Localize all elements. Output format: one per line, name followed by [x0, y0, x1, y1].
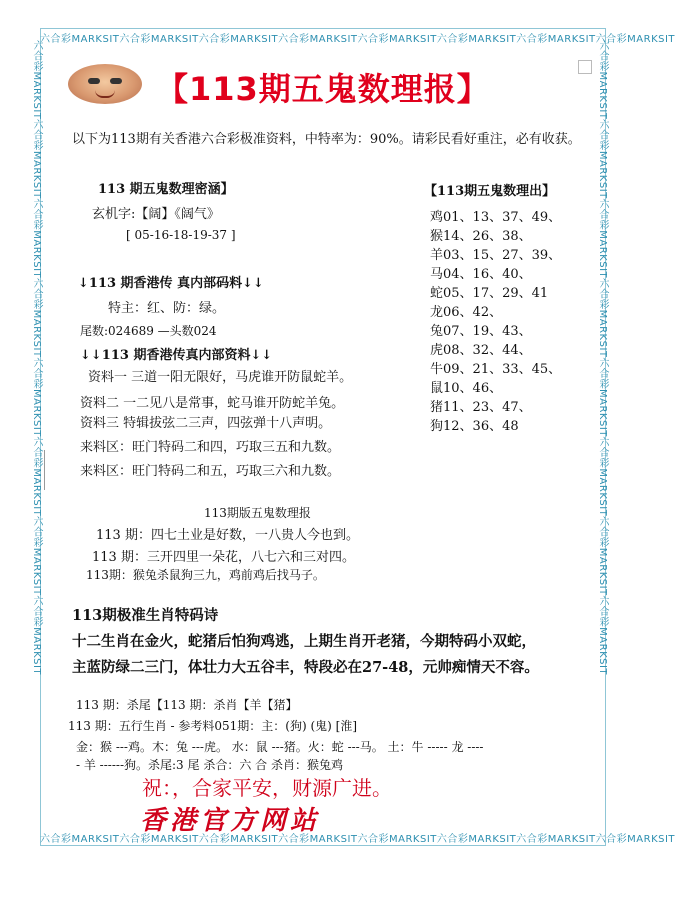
avatar	[68, 64, 142, 104]
bottom-line-2: 113 期：五行生肖 - 参考料051期：主：(狗) (鬼) [淮]	[68, 719, 358, 733]
ziliao-2: 资料二 一二见八是常事，蛇马谁开防蛇羊兔。	[80, 396, 345, 411]
intro-text: 以下为113期有关香港六合彩极准资料，中特率为：90%。请彩民看好重注，必有收获。	[72, 132, 581, 147]
mid-line-3: 113期：猴兔杀鼠狗三九，鸡前鸡后找马子。	[86, 568, 325, 582]
list-item: 牛09、21、33、45、	[430, 362, 562, 377]
border-left-text: 六合彩MARKSIT六合彩MARKSIT六合彩MARKSIT六合彩MARKSIT六合彩MARKSIT六合彩MARKSIT六合彩MARKSIT六合彩MARKSIT	[31, 40, 42, 676]
border-right-text: 六合彩MARKSIT六合彩MARKSIT六合彩MARKSIT六合彩MARKSIT六合彩MARKSIT六合彩MARKSIT六合彩MARKSIT六合彩MARKSIT	[597, 40, 608, 676]
list-item: 鼠10、46、	[430, 381, 503, 396]
hk-heading-2: ↓↓113 期香港传真内部资料↓↓	[80, 348, 273, 363]
list-item: 猪11、23、47、	[430, 400, 532, 415]
left-heading: 113 期五鬼数理密涵】	[98, 182, 234, 197]
divider	[44, 450, 45, 490]
list-item: 狗12、36、48	[430, 419, 519, 434]
laiiao-2: 来料区：旺门特码二和五，巧取三六和九数。	[80, 464, 341, 479]
mid-line-1: 113 期：四七土业是好数，一八贵人今也到。	[96, 528, 359, 543]
list-item: 猴14、26、38、	[430, 229, 532, 244]
poem-line-1: 十二生肖在金火，蛇猪后怕狗鸡逃，上期生肖开老猪，今期特码小双蛇，	[72, 633, 536, 650]
corner-checkbox	[578, 60, 592, 74]
eye-icon	[88, 78, 100, 84]
poem-heading: 113期极准生肖特码诗	[72, 607, 219, 624]
mid-heading: 113期版五鬼数理报	[204, 506, 311, 520]
bottom-line-1: 113 期：杀尾【113 期：杀肖【羊【猪】	[76, 698, 298, 712]
right-heading: 【113期五鬼数理出】	[424, 184, 556, 199]
list-item: 蛇05、17、29、41	[430, 286, 549, 301]
ziliao-1: 资料一 三道一阳无限好，马虎谁开防鼠蛇羊。	[88, 370, 353, 385]
bottom-line-3: 金：猴 ---鸡。木：兔 ---虎。 水：鼠 ---猪。火：蛇 ---马。 土：牛 ----- 龙 ----	[76, 740, 484, 754]
laiiao-1: 来料区：旺门特码二和四，巧取三五和九数。	[80, 440, 341, 455]
list-item: 龙06、42、	[430, 305, 503, 320]
list-item: 羊03、15、27、39、	[430, 248, 562, 263]
border-top-text: 六合彩MARKSIT六合彩MARKSIT六合彩MARKSIT六合彩MARKSIT六合彩MARKSIT六合彩MARKSIT六合彩MARKSIT六合彩MARKSIT	[40, 34, 675, 45]
numbers-text: [ 05-16-18-19-37 ]	[126, 228, 236, 242]
ziliao-3: 资料三 特辑拔弦二三声，四弦弹十八声明。	[80, 416, 332, 431]
xuanji-text: 玄机字:【阔】《阔气》	[92, 207, 220, 222]
border-bottom-text: 六合彩MARKSIT六合彩MARKSIT六合彩MARKSIT六合彩MARKSIT六合彩MARKSIT六合彩MARKSIT六合彩MARKSIT六合彩MARKSIT	[40, 834, 675, 845]
wish-text: 祝：，合家平安，财源广进。	[142, 776, 392, 800]
hk-heading: ↓113 期香港传 真内部码料↓↓	[78, 276, 264, 291]
mid-line-2: 113 期：三开四里一朵花，八七六和三对四。	[92, 550, 355, 565]
list-item: 虎08、32、44、	[430, 343, 532, 358]
list-item: 鸡01、13、37、49、	[430, 210, 562, 225]
poem-line-2: 主蓝防绿二三门，体壮力大五谷丰，特段必在27-48，元帅痴情天不容。	[72, 659, 539, 676]
weishu-text: 尾数:024689 —头数024	[80, 324, 217, 338]
bottom-line-4: - 羊 ------狗。杀尾:3 尾 杀合：六 合 杀肖：猴兔鸡	[76, 758, 343, 772]
site-name: 香港官方网站	[140, 806, 321, 836]
tezhu-text: 特主：红、防：绿。	[108, 301, 226, 316]
eye-icon	[110, 78, 122, 84]
list-item: 马04、16、40、	[430, 267, 532, 282]
page-title: 【113期五鬼数理报】	[156, 70, 490, 108]
list-item: 兔07、19、43、	[430, 324, 532, 339]
mouth-icon	[95, 90, 115, 98]
